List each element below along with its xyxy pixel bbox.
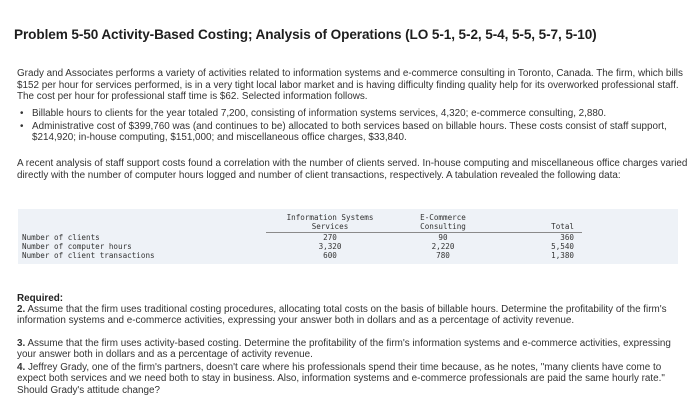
cell-total: 5,540 bbox=[551, 241, 574, 251]
requirement-3 bbox=[17, 338, 689, 361]
list-item bbox=[19, 108, 687, 120]
table-header-row bbox=[18, 209, 678, 232]
cell-is: 600 bbox=[323, 251, 337, 261]
cell-ec: 2,220 bbox=[431, 241, 455, 251]
requirement-text: Jeffrey Grady, one of the firm's partners, doesn't care where his professionals spend their time because, as he notes, "many clients have come to expect both services and we need both to stay in business. Also, information systems and e-commerce professionals are paid the same hourly rate." Should Grady's attitude change? bbox=[17, 362, 665, 396]
problem-title: Problem 5-50 Activity-Based Costing; Analysis of Operations (LO 5-1, 5-2, 5-4, 5-5, 5-7, 5-10) bbox=[14, 27, 597, 42]
requirement-4 bbox=[17, 362, 689, 396]
bullet-text: Billable hours to clients for the year totaled 7,200, consisting of information systems services, 4,320; e-commerce consulting, 2,880. bbox=[32, 108, 607, 119]
col-header-e-commerce: E-Commerce Consulting bbox=[394, 209, 492, 232]
analysis-paragraph: A recent analysis of staff support costs found a correlation with the number of clients served. In-house computing and miscellaneous office charges varied directly with the number of computer hours logged and number of client transactions, respectively. A tabulation revealed the following data: bbox=[17, 158, 688, 181]
requirement-2 bbox=[17, 304, 689, 327]
requirement-number: 4. bbox=[17, 362, 26, 373]
intro-paragraph: Grady and Associates performs a variety of activities related to information systems and e-commerce consulting in Toronto, Canada. The firm, which bills $152 per hour for services performed, is in a very tight local labor market and is having difficulty finding quality help for its overworked professional staff. The cost per hour for professional staff time is $62. Selected information follows. bbox=[17, 68, 683, 103]
required-heading: Required: bbox=[17, 293, 64, 304]
cell-total: 360 bbox=[560, 232, 574, 242]
table-row bbox=[18, 242, 678, 251]
requirement-number: 3. bbox=[17, 338, 26, 349]
cell-ec: 780 bbox=[436, 251, 450, 261]
row-label: Number of computer hours bbox=[22, 241, 132, 251]
bullet-icon: • bbox=[20, 108, 24, 119]
col-header-information-systems: Information Systems Services bbox=[266, 209, 394, 232]
cell-ec: 90 bbox=[438, 232, 448, 242]
col-header-total: Total bbox=[492, 209, 582, 232]
table-row bbox=[18, 251, 678, 264]
requirement-text: Assume that the firm uses activity-based costing. Determine the profitability of the firm's information systems and e-commerce activities, expressing your answer both in dollars and as a percentage of activity revenue. bbox=[17, 338, 671, 361]
cell-total: 1,380 bbox=[551, 251, 574, 261]
data-table bbox=[18, 209, 678, 264]
facts-list bbox=[19, 108, 687, 145]
table-row bbox=[18, 232, 678, 242]
requirement-number: 2. bbox=[17, 304, 26, 315]
row-label: Number of clients bbox=[22, 232, 100, 242]
bullet-text: Administrative cost of $399,760 was (and continues to be) allocated to both services based on billable hours. These costs consist of staff support, $214,920; in-house computing, $151,000; and miscellaneous office charges, $33,840. bbox=[32, 120, 667, 144]
requirement-text: Assume that the firm uses traditional costing procedures, allocating total costs on the basis of billable hours. Determine the profitability of the firm's information systems and e-commerce activities, expressing your answer both in dollars and as a percentage of activity revenue. bbox=[17, 304, 667, 327]
cell-is: 270 bbox=[323, 232, 337, 242]
list-item bbox=[19, 121, 687, 144]
cell-is: 3,320 bbox=[318, 241, 342, 251]
bullet-icon: • bbox=[20, 120, 24, 132]
row-label: Number of client transactions bbox=[22, 251, 155, 261]
